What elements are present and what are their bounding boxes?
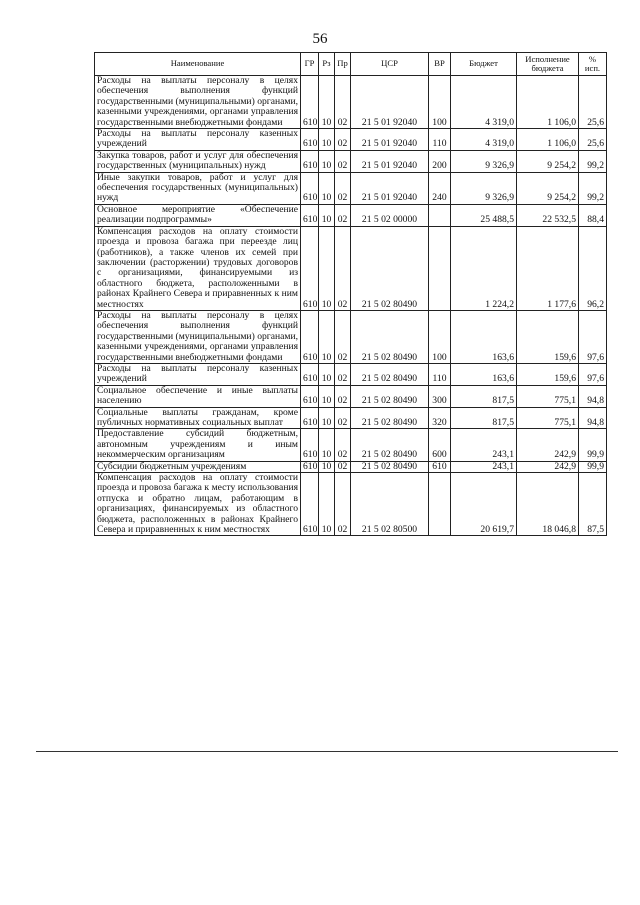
cell-rz: 10 bbox=[319, 129, 335, 151]
cell-rz: 10 bbox=[319, 363, 335, 385]
cell-name: Социальные выплаты гражданам, кроме публичных нормативных социальных выплат bbox=[95, 407, 301, 429]
col-header-percent: % исп. bbox=[579, 53, 607, 76]
cell-vr: 240 bbox=[429, 172, 451, 204]
cell-rz: 10 bbox=[319, 461, 335, 472]
col-header-pr: Пр bbox=[335, 53, 351, 76]
cell-name: Закупка товаров, работ и услуг для обеспечения государственных (муниципальных) нужд bbox=[95, 150, 301, 172]
cell-name: Расходы на выплаты персоналу казенных учреждений bbox=[95, 129, 301, 151]
cell-percent: 25,6 bbox=[579, 129, 607, 151]
cell-name: Социальное обеспечение и иные выплаты населению bbox=[95, 385, 301, 407]
cell-percent: 99,2 bbox=[579, 150, 607, 172]
cell-execution: 242,9 bbox=[517, 461, 579, 472]
page-number: 56 bbox=[312, 31, 328, 47]
cell-vr: 100 bbox=[429, 310, 451, 363]
cell-rz: 10 bbox=[319, 385, 335, 407]
cell-vr bbox=[429, 204, 451, 226]
cell-rz: 10 bbox=[319, 204, 335, 226]
budget-table bbox=[94, 52, 607, 536]
cell-budget: 1 224,2 bbox=[451, 226, 517, 310]
cell-csr: 21 5 02 80490 bbox=[351, 363, 429, 385]
table-row bbox=[95, 473, 607, 536]
table-row bbox=[95, 150, 607, 172]
cell-pr: 02 bbox=[335, 310, 351, 363]
cell-csr: 21 5 02 00000 bbox=[351, 204, 429, 226]
cell-name: Расходы на выплаты персоналу в целях обеспечения выполнения функций государственными (муниципальными) органами, казенными учреждениями, органами управления государственными внебюджетными фондами bbox=[95, 310, 301, 363]
table-row bbox=[95, 226, 607, 310]
col-header-csr: ЦСР bbox=[351, 53, 429, 76]
cell-execution: 775,1 bbox=[517, 407, 579, 429]
cell-budget: 243,1 bbox=[451, 461, 517, 472]
cell-gr: 610 bbox=[301, 473, 319, 536]
table-row bbox=[95, 172, 607, 204]
table-row bbox=[95, 363, 607, 385]
cell-budget: 163,6 bbox=[451, 310, 517, 363]
cell-percent: 99,9 bbox=[579, 461, 607, 472]
cell-execution: 1 106,0 bbox=[517, 76, 579, 129]
cell-budget: 9 326,9 bbox=[451, 172, 517, 204]
cell-percent: 87,5 bbox=[579, 473, 607, 536]
col-header-vr: ВР bbox=[429, 53, 451, 76]
cell-csr: 21 5 02 80490 bbox=[351, 310, 429, 363]
cell-name: Субсидии бюджетным учреждениям bbox=[95, 461, 301, 472]
cell-name: Иные закупки товаров, работ и услуг для обеспечения государственных (муниципальных) нужд bbox=[95, 172, 301, 204]
cell-pr: 02 bbox=[335, 473, 351, 536]
cell-gr: 610 bbox=[301, 204, 319, 226]
cell-pr: 02 bbox=[335, 407, 351, 429]
cell-csr: 21 5 02 80500 bbox=[351, 473, 429, 536]
cell-csr: 21 5 01 92040 bbox=[351, 76, 429, 129]
cell-pr: 02 bbox=[335, 363, 351, 385]
cell-csr: 21 5 02 80490 bbox=[351, 226, 429, 310]
cell-pr: 02 bbox=[335, 129, 351, 151]
cell-pr: 02 bbox=[335, 429, 351, 461]
cell-gr: 610 bbox=[301, 385, 319, 407]
cell-pr: 02 bbox=[335, 204, 351, 226]
table-row bbox=[95, 76, 607, 129]
cell-percent: 96,2 bbox=[579, 226, 607, 310]
cell-execution: 775,1 bbox=[517, 385, 579, 407]
cell-percent: 88,4 bbox=[579, 204, 607, 226]
table-row bbox=[95, 129, 607, 151]
cell-pr: 02 bbox=[335, 385, 351, 407]
footer-rule bbox=[36, 751, 618, 752]
cell-name: Компенсация расходов на оплату стоимости проезда и провоза багажа к месту использования отпуска и обратно лицам, работающим в организациях, финансируемых из областного бюджета, расположенных в районах Крайнего Севера и приравненных к ним местностях bbox=[95, 473, 301, 536]
cell-vr bbox=[429, 473, 451, 536]
table-row bbox=[95, 429, 607, 461]
table-row bbox=[95, 461, 607, 472]
cell-rz: 10 bbox=[319, 473, 335, 536]
cell-gr: 610 bbox=[301, 226, 319, 310]
cell-name: Расходы на выплаты персоналу в целях обеспечения выполнения функций государственными (муниципальными) органами, казенными учреждениями, органами управления государственными внебюджетными фондами bbox=[95, 76, 301, 129]
cell-execution: 159,6 bbox=[517, 363, 579, 385]
cell-execution: 22 532,5 bbox=[517, 204, 579, 226]
cell-budget: 9 326,9 bbox=[451, 150, 517, 172]
cell-csr: 21 5 02 80490 bbox=[351, 407, 429, 429]
cell-percent: 97,6 bbox=[579, 363, 607, 385]
cell-pr: 02 bbox=[335, 226, 351, 310]
table-row bbox=[95, 385, 607, 407]
cell-rz: 10 bbox=[319, 76, 335, 129]
cell-execution: 1 106,0 bbox=[517, 129, 579, 151]
table-row bbox=[95, 204, 607, 226]
cell-percent: 94,8 bbox=[579, 407, 607, 429]
cell-gr: 610 bbox=[301, 172, 319, 204]
cell-name: Основное мероприятие «Обеспечение реализации подпрограммы» bbox=[95, 204, 301, 226]
cell-execution: 1 177,6 bbox=[517, 226, 579, 310]
cell-gr: 610 bbox=[301, 407, 319, 429]
cell-percent: 99,2 bbox=[579, 172, 607, 204]
cell-vr: 320 bbox=[429, 407, 451, 429]
cell-csr: 21 5 02 80490 bbox=[351, 461, 429, 472]
cell-gr: 610 bbox=[301, 129, 319, 151]
cell-csr: 21 5 01 92040 bbox=[351, 129, 429, 151]
cell-rz: 10 bbox=[319, 172, 335, 204]
cell-vr: 100 bbox=[429, 76, 451, 129]
cell-pr: 02 bbox=[335, 150, 351, 172]
table-row bbox=[95, 310, 607, 363]
cell-gr: 610 bbox=[301, 461, 319, 472]
cell-vr: 300 bbox=[429, 385, 451, 407]
cell-pr: 02 bbox=[335, 76, 351, 129]
cell-percent: 94,8 bbox=[579, 385, 607, 407]
cell-csr: 21 5 02 80490 bbox=[351, 385, 429, 407]
cell-pr: 02 bbox=[335, 172, 351, 204]
cell-gr: 610 bbox=[301, 363, 319, 385]
cell-csr: 21 5 01 92040 bbox=[351, 150, 429, 172]
cell-vr: 200 bbox=[429, 150, 451, 172]
cell-execution: 18 046,8 bbox=[517, 473, 579, 536]
cell-execution: 242,9 bbox=[517, 429, 579, 461]
cell-vr: 110 bbox=[429, 129, 451, 151]
table-header-row bbox=[95, 53, 607, 76]
cell-rz: 10 bbox=[319, 429, 335, 461]
cell-budget: 4 319,0 bbox=[451, 129, 517, 151]
col-header-execution: Исполнение бюджета bbox=[517, 53, 579, 76]
col-header-gr: ГР bbox=[301, 53, 319, 76]
cell-rz: 10 bbox=[319, 226, 335, 310]
cell-percent: 25,6 bbox=[579, 76, 607, 129]
cell-budget: 25 488,5 bbox=[451, 204, 517, 226]
cell-execution: 159,6 bbox=[517, 310, 579, 363]
cell-gr: 610 bbox=[301, 76, 319, 129]
cell-budget: 163,6 bbox=[451, 363, 517, 385]
cell-execution: 9 254,2 bbox=[517, 150, 579, 172]
cell-name: Компенсация расходов на оплату стоимости проезда и провоза багажа при переезде лиц (работников), а также членов их семей при заключении (расторжении) трудовых договоров с организациями, финансируемыми из областного бюджета, расположенными в районах Крайнего Севера и приравненных к ним местностях bbox=[95, 226, 301, 310]
cell-csr: 21 5 02 80490 bbox=[351, 429, 429, 461]
cell-budget: 243,1 bbox=[451, 429, 517, 461]
col-header-budget: Бюджет bbox=[451, 53, 517, 76]
cell-vr: 610 bbox=[429, 461, 451, 472]
cell-budget: 4 319,0 bbox=[451, 76, 517, 129]
col-header-rz: Рз bbox=[319, 53, 335, 76]
cell-rz: 10 bbox=[319, 407, 335, 429]
table-row bbox=[95, 407, 607, 429]
cell-pr: 02 bbox=[335, 461, 351, 472]
cell-gr: 610 bbox=[301, 150, 319, 172]
cell-percent: 97,6 bbox=[579, 310, 607, 363]
cell-name: Предоставление субсидий бюджетным, автономным учреждениям и иным некоммерческим организациям bbox=[95, 429, 301, 461]
cell-csr: 21 5 01 92040 bbox=[351, 172, 429, 204]
cell-vr: 110 bbox=[429, 363, 451, 385]
cell-budget: 817,5 bbox=[451, 407, 517, 429]
cell-vr bbox=[429, 226, 451, 310]
cell-vr: 600 bbox=[429, 429, 451, 461]
cell-name: Расходы на выплаты персоналу казенных учреждений bbox=[95, 363, 301, 385]
cell-gr: 610 bbox=[301, 429, 319, 461]
cell-budget: 817,5 bbox=[451, 385, 517, 407]
cell-gr: 610 bbox=[301, 310, 319, 363]
cell-execution: 9 254,2 bbox=[517, 172, 579, 204]
cell-rz: 10 bbox=[319, 150, 335, 172]
table-body bbox=[95, 76, 607, 536]
cell-budget: 20 619,7 bbox=[451, 473, 517, 536]
cell-rz: 10 bbox=[319, 310, 335, 363]
cell-percent: 99,9 bbox=[579, 429, 607, 461]
col-header-name: Наименование bbox=[95, 53, 301, 76]
